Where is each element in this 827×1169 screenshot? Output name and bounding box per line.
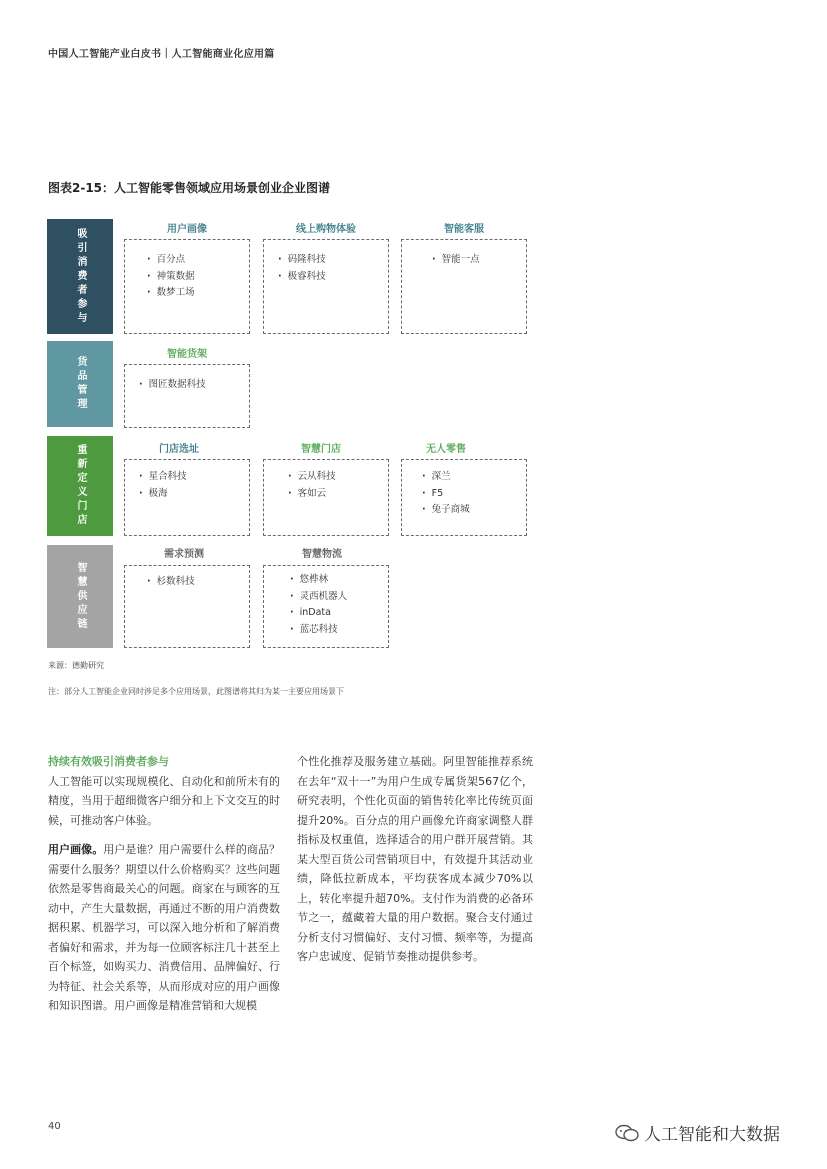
company-item: · 悠桦林 bbox=[290, 572, 388, 589]
paragraph-text: 用户是谁？用户需要什么样的商品？需要什么服务？期望以什么价格购买？这些问题依然是零售商最关心的问题。商家在与顾客的互动中，产生大量数据，再通过不断的用户消费数据积累、机器学习，可以深入地分析和了解消费者偏好和需求，并为每一位顾客标注几十甚至上百个标签，如购买力、消费信用、品牌偏好、行为特征、社会关系等，从而形成对应的用户画像和知识图谱。用户画像是精准营销和大规模 bbox=[48, 843, 280, 1012]
section-heading: 持续有效吸引消费者参与 bbox=[48, 755, 169, 768]
category-goods-management: 货品管理 bbox=[47, 341, 113, 427]
group-box-smart-logistics bbox=[263, 565, 389, 648]
group-title-smart-store: 智慧门店 bbox=[301, 444, 341, 455]
group-box-smart-store bbox=[263, 459, 389, 536]
group-title-smart-service: 智能客服 bbox=[444, 224, 484, 235]
body-paragraph bbox=[48, 840, 280, 1016]
group-title-smart-logistics: 智慧物流 bbox=[302, 549, 342, 560]
company-item: · 极海 bbox=[139, 486, 249, 503]
group-box-online-shopping bbox=[263, 239, 389, 334]
figure-source: 来源：德勤研究 bbox=[48, 661, 104, 670]
company-item: · 蓝芯科技 bbox=[290, 622, 388, 639]
company-item: · 智能一点 bbox=[432, 252, 526, 269]
company-item: · 灵西机器人 bbox=[290, 589, 388, 606]
figure-footnote: 注：部分人工智能企业同时涉足多个应用场景，此图谱将其归为某一主要应用场景下 bbox=[48, 687, 344, 696]
figure-title: 图表2-15：人工智能零售领域应用场景创业企业图谱 bbox=[48, 181, 331, 195]
group-title-demand-forecast: 需求预测 bbox=[164, 549, 204, 560]
wechat-icon bbox=[614, 1123, 640, 1143]
company-item: · 百分点 bbox=[147, 252, 249, 269]
company-item: · 云从科技 bbox=[288, 469, 388, 486]
paragraph-lead: 用户画像。 bbox=[48, 843, 104, 856]
group-title-store-location: 门店选址 bbox=[159, 444, 199, 455]
category-attract-consumers: 吸引消费者参与 bbox=[47, 219, 113, 334]
company-item: · inData bbox=[290, 605, 388, 622]
body-column-left bbox=[48, 752, 280, 1016]
watermark bbox=[614, 1120, 780, 1145]
company-item: · 极睿科技 bbox=[278, 269, 388, 286]
company-item: · 星合科技 bbox=[139, 469, 249, 486]
group-title-smart-shelf: 智能货架 bbox=[167, 349, 207, 360]
body-paragraph: 人工智能可以实现规模化、自动化和前所未有的精度，当用于超细微客户细分和上下文交互的时候，可推动客户体验。 bbox=[48, 774, 280, 827]
group-box-demand-forecast bbox=[124, 565, 250, 648]
watermark-text: 人工智能和大数据 bbox=[644, 1125, 780, 1145]
company-item: · 杉数科技 bbox=[147, 574, 249, 591]
company-item: · F5 bbox=[422, 486, 526, 503]
body-paragraph: 个性化推荐及服务建立基础。阿里智能推荐系统在去年“双十一”为用户生成专属货架567亿个，研究表明，个性化页面的销售转化率比传统页面提升20%。百分点的用户画像允许商家调整人群指标及权重值，选择适合的用户群开展营销。其某大型百货公司营销项目中，有效提升其活动业绩，降低拉新成本，平均获客成本减少70%以上，转化率提升超70%。支付作为消费的必备环节之一，蕴藏着大量的用户数据。聚合支付通过分析支付习惯偏好、支付习惯、频率等，为提高客户忠诚度、促销节奏推动提供参考。 bbox=[297, 755, 533, 963]
company-item: · 神策数据 bbox=[147, 269, 249, 286]
body-column-right bbox=[297, 752, 533, 967]
group-title-online-shopping: 线上购物体验 bbox=[296, 224, 356, 235]
page-number: 40 bbox=[48, 1121, 61, 1132]
company-item: · 客如云 bbox=[288, 486, 388, 503]
group-box-smart-service bbox=[401, 239, 527, 334]
page-header: 中国人工智能产业白皮书｜人工智能商业化应用篇 bbox=[48, 49, 275, 60]
group-box-user-profile bbox=[124, 239, 250, 334]
group-box-smart-shelf bbox=[124, 364, 250, 428]
group-box-store-location bbox=[124, 459, 250, 536]
company-item: · 兔子商城 bbox=[422, 502, 526, 519]
company-item: · 图匠数据科技 bbox=[139, 377, 249, 394]
category-smart-supply-chain: 智慧供应链 bbox=[47, 545, 113, 648]
company-item: · 码隆科技 bbox=[278, 252, 388, 269]
group-title-unmanned-retail: 无人零售 bbox=[426, 444, 466, 455]
company-item: · 数梦工场 bbox=[147, 285, 249, 302]
category-redefine-store: 重新定义门店 bbox=[47, 436, 113, 536]
group-title-user-profile: 用户画像 bbox=[167, 224, 207, 235]
company-item: · 深兰 bbox=[422, 469, 526, 486]
group-box-unmanned-retail bbox=[401, 459, 527, 536]
